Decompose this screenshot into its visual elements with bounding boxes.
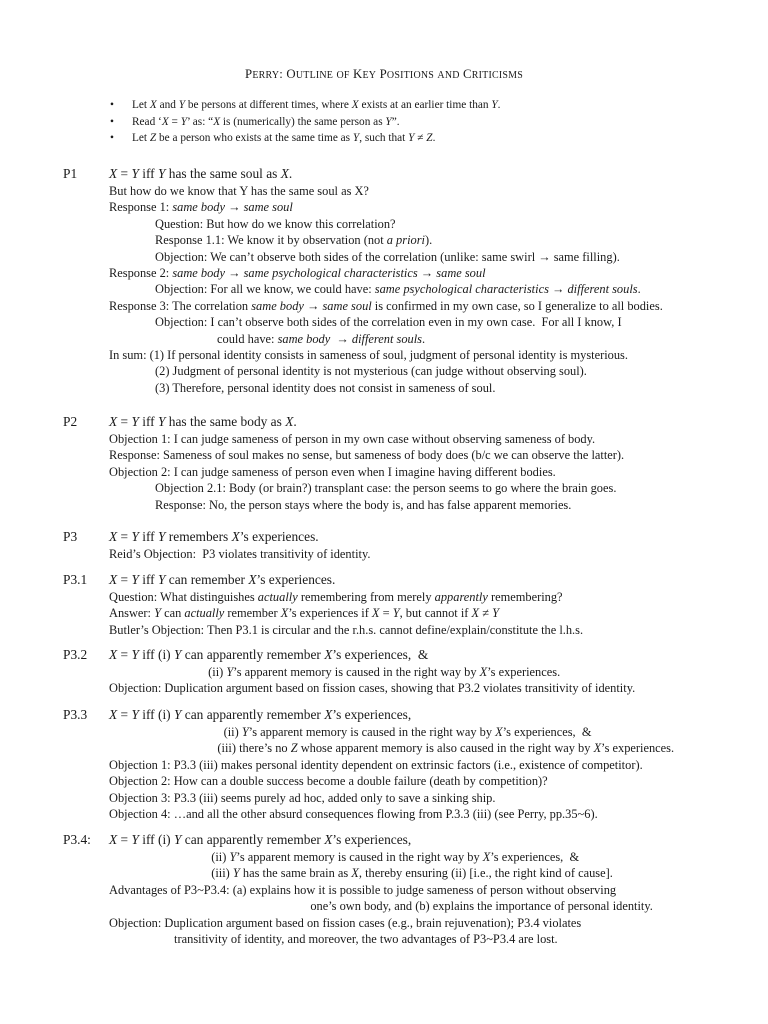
outline-line: Response 1: same body → same soul <box>109 200 293 215</box>
outline-line: could have: same body → different souls. <box>217 331 426 346</box>
outline-line: Objection 2.1: Body (or brain?) transplant case: the person seems to go where the brain goes. <box>155 481 617 496</box>
position-statement: X = Y iff (i) Y can apparently remember X’s experiences, <box>109 832 412 847</box>
outline-line: (ii) Y’s apparent memory is caused in the right way by X’s experiences. <box>109 665 561 679</box>
premise-bullet: • Let X and Y be persons at different times, where X exists at an earlier time than Y. <box>110 97 500 114</box>
outline-line: (ii) Y’s apparent memory is caused in the right way by X’s experiences, & <box>109 725 592 739</box>
outline-line: (iii) Y has the same brain as X, thereby ensuring (ii) [i.e., the right kind of cause]. <box>109 866 613 881</box>
outline-line: Answer: Y can actually remember X’s experiences if X = Y, but cannot if X ≠ Y <box>109 606 499 621</box>
page-title: PERRY: OUTLINE OF KEY POSITIONS AND CRITICISMS <box>245 67 523 81</box>
outline-line: Objection 1: I can judge sameness of person in my own case without observing sameness of body. <box>109 432 596 446</box>
position-label: P3.4: <box>63 832 91 847</box>
position-label: P3.3 <box>63 707 88 722</box>
position-statement: X = Y iff Y remembers X’s experiences. <box>109 529 319 544</box>
outline-line: Objection 3: P3.3 (iii) seems purely ad hoc, added only to save a sinking ship. <box>109 790 496 805</box>
outline-line: (2) Judgment of personal identity is not mysterious (can judge without observing soul). <box>155 364 587 379</box>
outline-line: transitivity of identity, and moreover, the two advantages of P3~P3.4 are lost. <box>109 932 558 946</box>
outline-line: Objection 2: How can a double success become a double failure (death by competition)? <box>109 774 548 789</box>
position-statement: X = Y iff Y has the same body as X. <box>109 414 297 429</box>
outline-line: Question: But how do we know this correlation? <box>155 216 396 231</box>
position-label: P3.1 <box>63 572 88 587</box>
position-label: P3 <box>63 529 78 544</box>
outline-line: Objection: For all we know, we could have: same psychological characteristics → different souls. <box>155 282 641 297</box>
outline-line: Objection: We can’t observe both sides of the correlation (unlike: same swirl → same filling). <box>155 249 620 264</box>
outline-line: Question: What distinguishes actually remembering from merely apparently remembering? <box>109 590 563 604</box>
outline-line: (3) Therefore, personal identity does not consist in sameness of soul. <box>155 380 496 395</box>
outline-line: (iii) there’s no Z whose apparent memory is also caused in the right way by X’s experiences. <box>109 741 675 756</box>
outline-line: Objection: Duplication argument based on fission cases (e.g., brain rejuvenation); P3.4 violates <box>109 915 582 930</box>
outline-line: Objection 2: I can judge sameness of person even when I imagine having different bodies. <box>109 464 556 479</box>
outline-line: Response 3: The correlation same body → same soul is confirmed in my own case, so I generalize to all bodies. <box>109 298 663 313</box>
outline-line: Response 1.1: We know it by observation (not a priori). <box>155 233 433 248</box>
outline-line: Reid’s Objection: P3 violates transitivity of identity. <box>109 547 371 561</box>
outline-line: Response: Sameness of soul makes no sense, but sameness of body does (b/c we can observe the latter). <box>109 448 625 463</box>
position-statement: X = Y iff (i) Y can apparently remember X’s experiences, <box>109 707 412 722</box>
position-statement: X = Y iff (i) Y can apparently remember X’s experiences, & <box>109 647 429 662</box>
position-label: P2 <box>63 414 78 429</box>
outline-line: one’s own body, and (b) explains the importance of personal identity. <box>109 899 653 914</box>
outline-line: Objection: Duplication argument based on fission cases, showing that P3.2 violates transitivity of identity. <box>109 681 636 696</box>
outline-line: (ii) Y’s apparent memory is caused in the right way by X’s experiences, & <box>109 850 580 864</box>
outline-line: Objection 1: P3.3 (iii) makes personal identity dependent on extrinsic factors (i.e., existence of competitor). <box>109 757 643 772</box>
position-statement: X = Y iff Y has the same soul as X. <box>109 166 293 181</box>
outline-line: Response: No, the person stays where the body is, and has false apparent memories. <box>155 497 572 512</box>
outline-line: Response 2: same body → same psychological characteristics → same soul <box>109 266 486 280</box>
position-label: P1 <box>63 166 78 181</box>
premise-list <box>110 97 500 147</box>
premise-bullet: • Let Z be a person who exists at the same time as Y, such that Y ≠ Z. <box>110 130 500 147</box>
position-statement: X = Y iff Y can remember X’s experiences. <box>109 572 336 587</box>
premise-bullet: • Read ‘X = Y’ as: “X is (numerically) the same person as Y”. <box>110 114 500 131</box>
outline-line: Objection: I can’t observe both sides of the correlation even in my own case. For all I know, I <box>155 315 622 330</box>
outline-line: Advantages of P3~P3.4: (a) explains how it is possible to judge sameness of person without observing <box>109 882 617 897</box>
position-label: P3.2 <box>63 647 88 662</box>
outline-line: Objection 4: …and all the other absurd consequences flowing from P.3.3 (iii) (see Perry, pp.35~6). <box>109 807 598 821</box>
outline-line: But how do we know that Y has the same soul as X? <box>109 184 369 198</box>
outline-line: In sum: (1) If personal identity consists in sameness of soul, judgment of personal identity is mysterious. <box>109 348 628 362</box>
outline-line: Butler’s Objection: Then P3.1 is circular and the r.h.s. cannot define/explain/constitute the l.h.s. <box>109 622 584 637</box>
